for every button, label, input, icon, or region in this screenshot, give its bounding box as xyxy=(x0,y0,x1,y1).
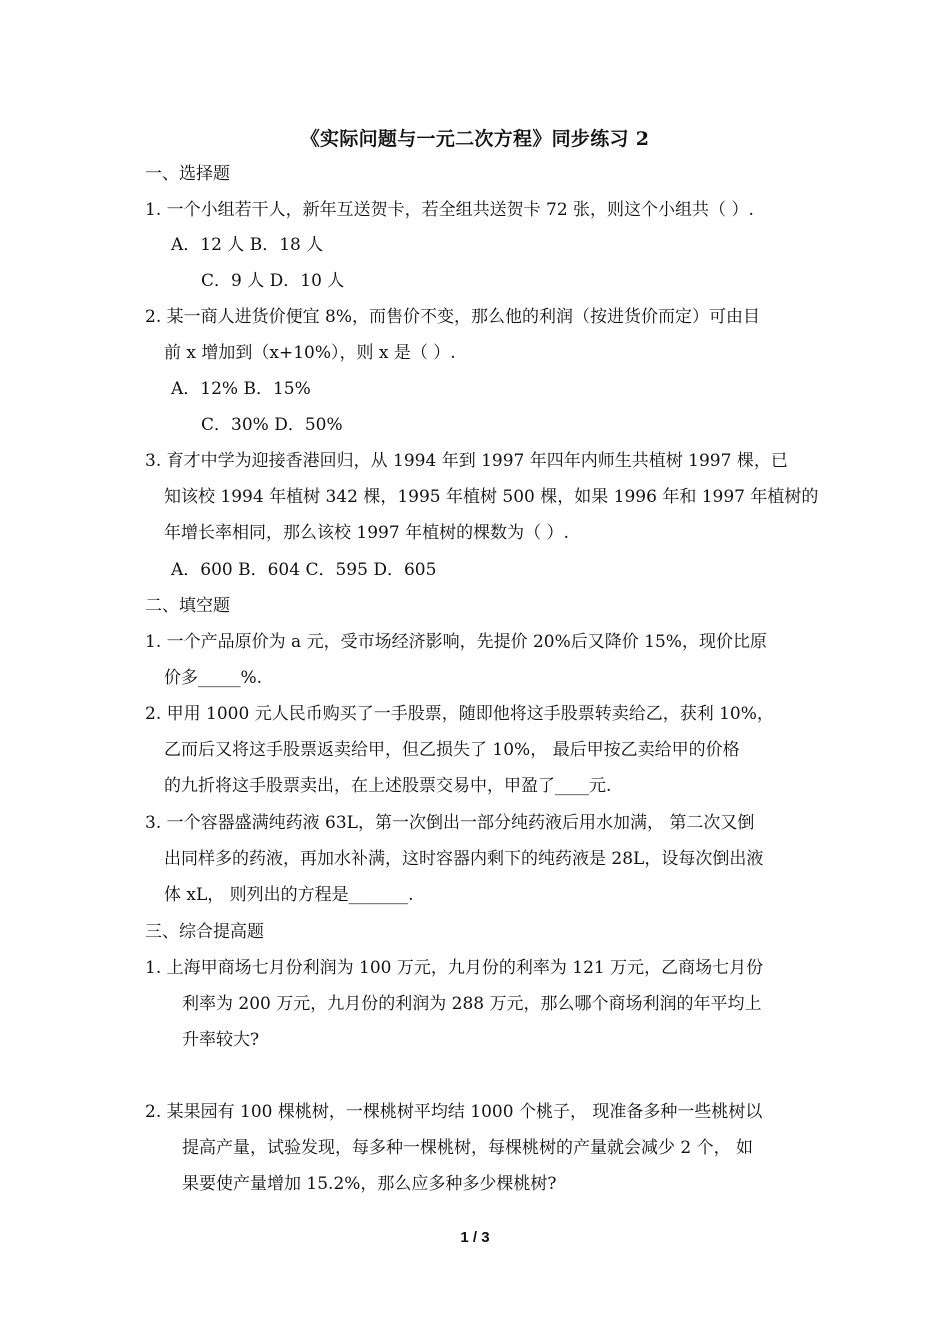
choice-q3-line3: 年增长率相同，那么该校 1997 年植树的棵数为（ ）. xyxy=(164,523,569,543)
fill-q2-line1: 2. 甲用 1000 元人民币购买了一手股票，随即他将这手股票转卖给乙，获利 10%， xyxy=(145,704,774,724)
section-heading-advanced: 三、综合提高题 xyxy=(145,922,264,942)
fill-q1-line1: 1. 一个产品原价为 a 元，受市场经济影响，先提价 20%后又降价 15%，现价比原 xyxy=(145,632,767,652)
advanced-q2-line1: 2. 某果园有 100 棵桃树，一棵桃树平均结 1000 个桃子， 现准备多种一些桃树以 xyxy=(145,1102,763,1122)
fill-q2-line3: 的九折将这手股票卖出，在上述股票交易中，甲盈了____元. xyxy=(164,776,612,796)
choice-q2-options-row2: C．30% D．50% xyxy=(201,415,343,435)
advanced-q1-line3: 升率较大? xyxy=(182,1030,260,1050)
section-heading-choice: 一、选择题 xyxy=(145,164,230,184)
fill-q1-line2: 价多_____%. xyxy=(164,668,263,688)
page-title: 《实际问题与一元二次方程》同步练习 2 xyxy=(300,128,650,150)
fill-q3-line1: 3. 一个容器盛满纯药液 63L，第一次倒出一部分纯药液后用水加满， 第二次又倒 xyxy=(145,813,755,833)
fill-q2-line2: 乙而后又将这手股票返卖给甲，但乙损失了 10%， 最后甲按乙卖给甲的价格 xyxy=(164,740,740,760)
section-heading-fill: 二、填空题 xyxy=(145,596,230,616)
advanced-q1-line1: 1. 上海甲商场七月份利润为 100 万元，九月份的利率为 121 万元，乙商场七月份 xyxy=(145,958,764,978)
fill-q3-line3: 体 xL， 则列出的方程是_______. xyxy=(164,885,414,905)
choice-q2-line2: 前 x 增加到（x+10%），则 x 是（ ）. xyxy=(164,343,456,363)
advanced-q1-line2: 利率为 200 万元，九月份的利润为 288 万元，那么哪个商场利润的年平均上 xyxy=(182,994,762,1014)
choice-q1-options-row2: C．9 人 D．10 人 xyxy=(201,271,345,291)
choice-q1-text: 1. 一个小组若干人，新年互送贺卡，若全组共送贺卡 72 张，则这个小组共（ ）. xyxy=(145,200,754,220)
advanced-q2-line2: 提高产量，试验发现，每多种一棵桃树，每棵桃树的产量就会减少 2 个， 如 xyxy=(182,1138,754,1158)
choice-q2-options-row1: A．12% B．15% xyxy=(171,379,311,399)
choice-q2-line1: 2. 某一商人进货价便宜 8%，而售价不变，那么他的利润（按进货价而定）可由目 xyxy=(145,307,760,327)
choice-q3-options: A．600 B．604 C．595 D．605 xyxy=(171,560,437,580)
page-number: 1 / 3 xyxy=(460,1229,490,1246)
choice-q1-options-row1: A．12 人 B．18 人 xyxy=(171,235,324,255)
advanced-q2-line3: 果要使产量增加 15.2%，那么应多种多少棵桃树? xyxy=(182,1174,557,1194)
choice-q3-line1: 3. 育才中学为迎接香港回归，从 1994 年到 1997 年四年内师生共植树 1997 棵，已 xyxy=(145,451,788,471)
fill-q3-line2: 出同样多的药液，再加水补满，这时容器内剩下的纯药液是 28L，设每次倒出液 xyxy=(164,849,764,869)
choice-q3-line2: 知该校 1994 年植树 342 棵，1995 年植树 500 棵，如果 1996 年和 1997 年植树的 xyxy=(164,487,819,507)
